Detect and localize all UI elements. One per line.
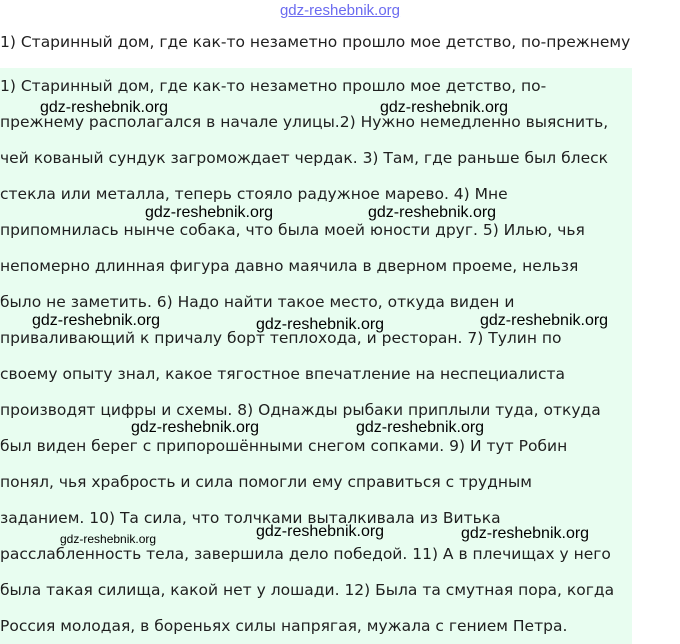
- answer-line: прежнему располагался в начале улицы.2) Нужно немедленно выяснить,: [0, 113, 609, 131]
- answer-line: припомнилась нынче собака, что была моей юности друг. 5) Илью, чья: [0, 221, 585, 239]
- answer-line: была такая силища, какой нет у лошади. 12) Была та смутная пора, когда: [0, 581, 615, 599]
- watermark-text: gdz-reshebnik.org: [60, 532, 157, 546]
- watermark-text: gdz-reshebnik.org: [356, 419, 485, 436]
- answer-line: был виден берег с припорошёнными снегом сопками. 9) И тут Робин: [0, 437, 568, 455]
- task-heading: 1) Старинный дом, где как-то незаметно прошло мое детство, по-прежнему: [0, 33, 631, 51]
- answer-line: чей кованый сундук загромождает чердак. 3) Там, где раньше был блеск: [0, 149, 609, 167]
- watermark-text: gdz-reshebnik.org: [131, 419, 260, 436]
- answer-line: своему опыту знал, какое тягостное впечатление на неспециалиста: [0, 365, 566, 383]
- site-header-link[interactable]: gdz-reshebnik.org: [279, 2, 401, 19]
- answer-line: непомерно длинная фигура давно маячила в дверном проеме, нельзя: [0, 257, 579, 275]
- answer-line: стекла или металла, теперь стояло радужное марево. 4) Мне: [0, 185, 508, 203]
- watermark-text: gdz-reshebnik.org: [380, 99, 509, 116]
- watermark-text: gdz-reshebnik.org: [368, 204, 497, 221]
- watermark-text: gdz-reshebnik.org: [32, 312, 161, 329]
- answer-line: Россия молодая, в бореньях силы напрягая, мужала с гением Петра.: [0, 617, 568, 635]
- watermark-text: gdz-reshebnik.org: [480, 312, 609, 329]
- answer-line: производят цифры и схемы. 8) Однажды рыбаки приплыли туда, откуда: [0, 401, 601, 419]
- watermark-text: gdz-reshebnik.org: [256, 523, 385, 540]
- answer-line: заданием. 10) Та сила, что толчками выталкивала из Витька: [0, 509, 501, 527]
- answer-line: 1) Старинный дом, где как-то незаметно прошло мое детство, по-: [0, 77, 547, 95]
- answer-line: понял, чья храбрость и сила помогли ему справиться с трудным: [0, 473, 532, 491]
- watermark-text: gdz-reshebnik.org: [40, 99, 169, 116]
- watermark-text: gdz-reshebnik.org: [256, 316, 385, 333]
- answer-box: [0, 68, 632, 644]
- answer-line: приваливающий к причалу борт теплохода, и ресторан. 7) Тулин по: [0, 329, 562, 347]
- watermark-text: gdz-reshebnik.org: [145, 204, 274, 221]
- answer-line: было не заметить. 6) Надо найти такое место, откуда виден и: [0, 293, 515, 311]
- answer-line: расслабленность тела, завершила дело победой. 11) А в плечищах у него: [0, 545, 611, 563]
- watermark-text: gdz-reshebnik.org: [461, 525, 590, 542]
